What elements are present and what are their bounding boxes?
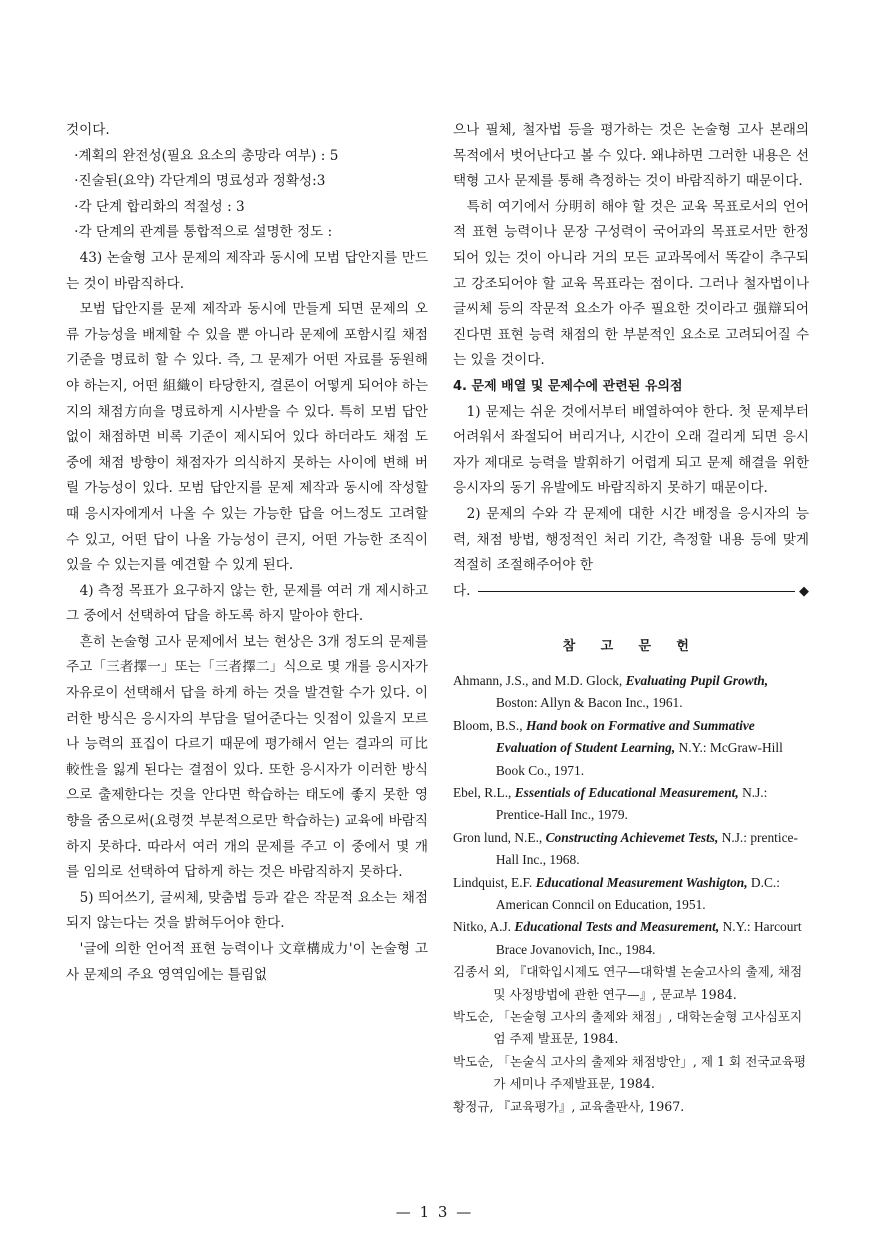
reference-publisher: 『대학입시제도 연구—대학별 논술고사의 출제, 채점 및 사정방법에 관한 연구—』, 문교부 1984. bbox=[493, 964, 803, 1002]
reference-authors: Nitko, A.J. bbox=[453, 919, 515, 935]
reference-publisher: Boston: Allyn & Bacon Inc., 1961. bbox=[495, 695, 683, 711]
left-para-0: 것이다. bbox=[66, 122, 110, 138]
reference-item bbox=[453, 872, 809, 917]
end-line bbox=[453, 579, 809, 605]
right-para-0: 으나 필체, 철자법 등을 평가하는 것은 논술형 고사 본래의 목적에서 벗어난다고 볼 수 있다. 왜냐하면 그러한 내용은 선택형 고사 문제를 통해 측정하는 것이 바람직하기 때문이다. bbox=[453, 122, 809, 190]
reference-authors: 박도순, bbox=[453, 1053, 498, 1069]
reference-title: Educational Measurement Washigton, bbox=[535, 874, 748, 890]
reference-item bbox=[453, 782, 809, 827]
end-line-text: 다. bbox=[453, 582, 471, 599]
right-column bbox=[453, 118, 809, 1118]
reference-item bbox=[453, 961, 809, 1006]
reference-title: Essentials of Educational Measurement, bbox=[514, 784, 739, 800]
reference-item bbox=[453, 715, 809, 782]
reference-item bbox=[453, 916, 809, 961]
right-para-4: 2) 문제의 수와 각 문제에 대한 시간 배정을 응시자의 능력, 채점 방법, 행정적인 처리 기간, 측정할 내용 등에 맞게 적절히 조절해주어야 한 bbox=[453, 505, 809, 574]
page-number: — 1 3 — bbox=[395, 1203, 474, 1221]
reference-publisher: 「논술형 고사의 출제와 채점」, 대학논술형 고사심포지엄 주제 발표문, 1984. bbox=[493, 1008, 803, 1047]
end-diamond-icon: ◆ bbox=[799, 583, 809, 599]
reference-authors: Ebel, R.L., bbox=[453, 784, 515, 800]
right-para-3: 1) 문제는 쉬운 것에서부터 배열하여야 한다. 첫 문제부터 어려워서 좌절되어 버리거나, 시간이 오래 걸리게 되면 응시자가 제대로 능력을 발휘하기 어렵게 되고 문제 해결을 위한 응시자의 동기 유발에도 바람직하지 못하기 때문이다. bbox=[453, 403, 809, 497]
reference-authors: Gron lund, N.E., bbox=[453, 829, 546, 845]
reference-item bbox=[453, 827, 809, 872]
left-criterion-3: ·각 단계 합리화의 적절성 : 3 bbox=[74, 198, 245, 215]
reference-authors: Lindquist, E.F. bbox=[453, 874, 536, 890]
reference-publisher: N.Y.: Harcourt Brace Jovanovich, Inc., 1984. bbox=[495, 919, 802, 957]
reference-authors: Ahmann, J.S., and M.D. Glock, bbox=[453, 672, 626, 688]
left-para-8: 흔히 논술형 고사 문제에서 보는 현상은 3개 정도의 문제를 주고「三者擇一」또는「三者擇二」식으로 몇 개를 응시자가 자유로이 선택해서 답을 하게 하는 것을 발견할 수가 있다. 이러한 방식은 응시자의 부담을 덜어준다는 잇점이 있을지 모르나 능력의 표집이 다르기 때문에 평가해서 얻는 결과의 可比較性을 잃게 된다는 결점이 있다. 또한 응시자가 이러한 방식으로 출제한다는 것을 안다면 학습하는 태도에 좋지 못한 영향을 줌으로써(요령껏 부분적으로만 학습하는) 교육에 바람직하지 못하다. 따라서 여러 개의 문제를 주고 이 중에서 몇 개를 임의로 선택하여 답하게 하는 것은 바람직하지 못하다. bbox=[66, 633, 428, 881]
left-para-9: 5) 띄어쓰기, 글씨체, 맞춤법 등과 같은 작문적 요소는 채점되지 않는다는 것을 밝혀두어야 한다. bbox=[66, 889, 428, 932]
reference-authors: Bloom, B.S., bbox=[453, 717, 526, 733]
reference-title: Evaluating Pupil Growth, bbox=[625, 672, 769, 688]
left-para-7: 4) 측정 목표가 요구하지 않는 한, 문제를 여러 개 제시하고 그 중에서 선택하여 답을 하도록 하지 말아야 한다. bbox=[66, 582, 428, 625]
reference-publisher: D.C.: American Conncil on Education, 1951. bbox=[495, 874, 780, 912]
left-para-5: 43) 논술형 고사 문제의 제작과 동시에 모범 답안지를 만드는 것이 바람직하다. bbox=[66, 249, 428, 292]
left-para-10: '글에 의한 언어적 표현 능력이나 文章構成力'이 논술형 고사 문제의 주요 영역임에는 틀림없 bbox=[66, 941, 428, 983]
reference-item bbox=[453, 1051, 809, 1096]
reference-item bbox=[453, 670, 809, 715]
left-column bbox=[66, 118, 428, 988]
right-para-1: 특히 여기에서 分明히 해야 할 것은 교육 목표로서의 언어적 표현 능력이나 문장 구성력이 국어과의 목표로서만 한정되어 있는 것이 아니라 거의 모든 교과목에서 똑같이 추구되고 강조되어야 할 교육 목표라는 점이다. 그러나 철자법이나 글씨체 등의 작문적 요소가 아주 필요한 것이라고 强辯되어진다면 표현 능력 채점의 한 부분적인 요소로 고려되어질 수는 있을 것이다. bbox=[453, 198, 809, 369]
reference-authors: 김종서 외, bbox=[453, 964, 514, 980]
reference-authors: 황정규, bbox=[453, 1098, 498, 1114]
references-list bbox=[453, 670, 809, 1118]
reference-publisher: N.Y.: McGraw-Hill Book Co., 1971. bbox=[495, 740, 783, 778]
section-heading: 4. 문제 배열 및 문제수에 관련된 유의점 bbox=[453, 378, 683, 394]
reference-publisher: N.J.: prentice-Hall Inc., 1968. bbox=[495, 829, 798, 868]
reference-authors: 박도순, bbox=[453, 1008, 498, 1024]
references-title: 참 고 문 헌 bbox=[562, 639, 700, 655]
left-criterion-2: ·진술된(요약) 각단계의 명료성과 정확성:3 bbox=[74, 173, 326, 190]
reference-title: Hand book on Formative and Summative Evaluation of Student Learning, bbox=[495, 717, 755, 756]
left-criterion-1: ·계획의 완전성(필요 요소의 총망라 여부) : 5 bbox=[74, 147, 339, 164]
reference-item bbox=[453, 1096, 809, 1118]
reference-title: Educational Tests and Measurement, bbox=[514, 919, 720, 935]
end-rule bbox=[478, 591, 795, 592]
reference-item bbox=[453, 1006, 809, 1051]
left-criterion-4: ·각 단계의 관계를 통합적으로 설명한 정도 : bbox=[74, 224, 333, 241]
reference-publisher: 「논술식 고사의 출제와 채점방안」, 제 1 회 전국교육평가 세미나 주제발표문, 1984. bbox=[493, 1053, 807, 1092]
reference-title: Constructing Achievemet Tests, bbox=[545, 829, 719, 845]
reference-publisher: 『교육평가』, 교육출판사, 1967. bbox=[497, 1098, 685, 1114]
left-para-6: 모범 답안지를 문제 제작과 동시에 만들게 되면 문제의 오류 가능성을 배제할 수 있을 뿐 아니라 문제에 포함시킬 채점 기준을 명료히 할 수 있다. 즉, 그 문제가 어떤 자료를 동원해야 하는지, 어떤 組織이 타당한지, 결론이 어떻게 되어야 하는지의 채점方向을 명료하게 시사받을 수 있다. 특히 모범 답안 없이 채점하면 비록 기준이 제시되어 있다 하더라도 채점 도중에 채점 방향이 채점자가 의식하지 못하는 사이에 변해 버릴 가능성이 있다. 모범 답안지를 문제 제작과 동시에 작성할 때 응시자에게서 나올 수 있는 가능한 답을 어느정도 고려할 수 있고, 어떤 답이 나올 가능성이 큰지, 어떤 가능한 조직이 있을 수 있는지를 예견할 수 있게 된다. bbox=[66, 301, 428, 574]
reference-publisher: N.J.: Prentice-Hall Inc., 1979. bbox=[495, 784, 768, 823]
